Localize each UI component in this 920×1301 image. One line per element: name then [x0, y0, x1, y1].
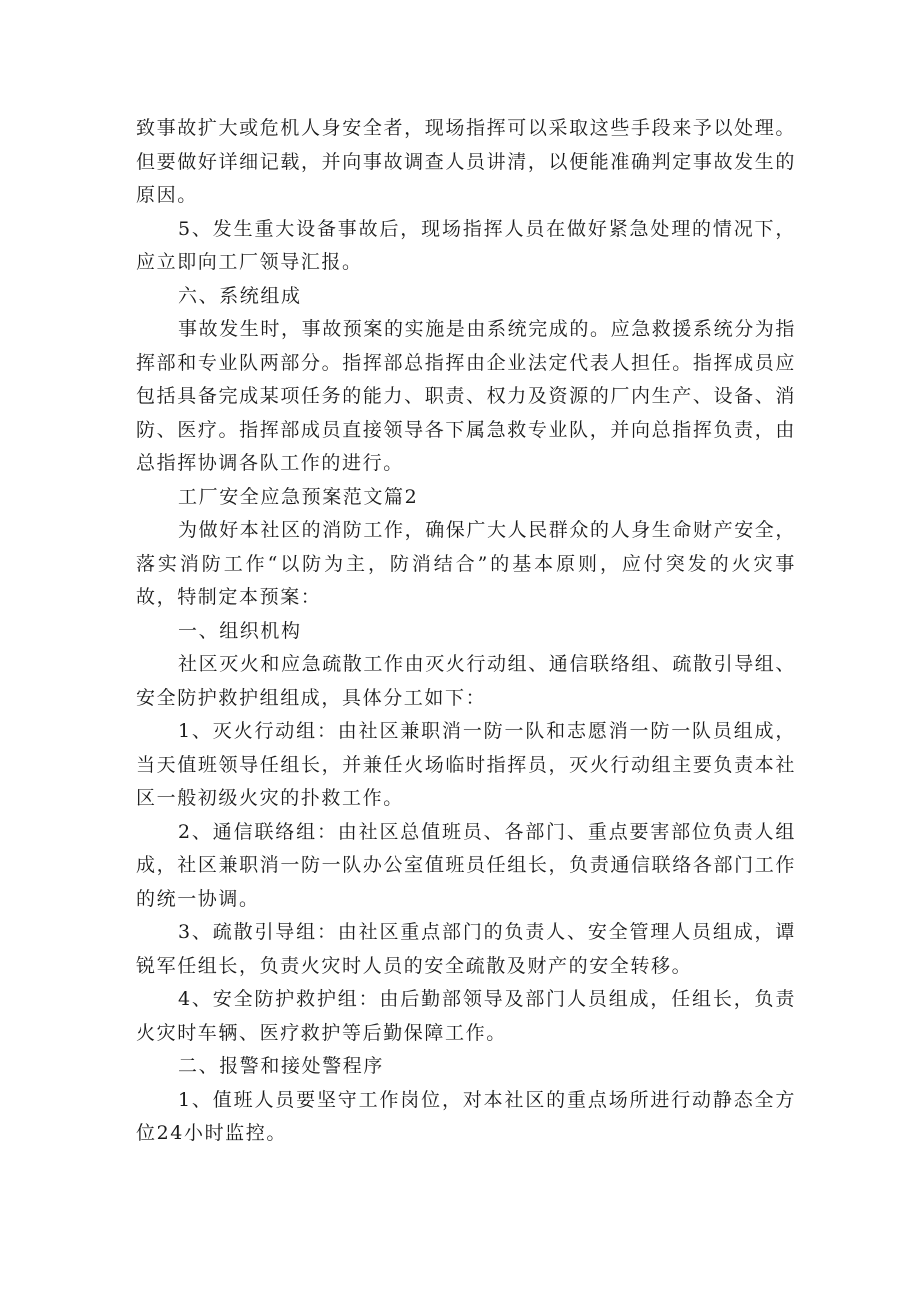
paragraph: 5、发生重大设备事故后，现场指挥人员在做好紧急处理的情况下，应立即向工厂领导汇报。	[136, 217, 796, 273]
paragraph: 社区灭火和应急疏散工作由灭火行动组、通信联络组、疏散引导组、安全防护救护组组成，具体分工如下：	[136, 653, 797, 709]
paragraph: 1、灭火行动组：由社区兼职消一防一队和志愿消一防一队员组成，当天值班领导任组长，并兼任火场临时指挥员，灭火行动组主要负责本社区一般初级火灾的扑救工作。	[136, 720, 796, 809]
paragraph: 1、值班人员要坚守工作岗位，对本社区的重点场所进行动静态全方位24小时监控。	[136, 1088, 796, 1144]
document-body	[136, 112, 796, 1151]
paragraph: 2、通信联络组：由社区总值班员、各部门、重点要害部位负责人组成，社区兼职消一防一队办公室值班员任组长，负责通信联络各部门工作的统一协调。	[136, 820, 796, 910]
article-title: 工厂安全应急预案范文篇2	[178, 485, 419, 508]
section-heading: 六、系统组成	[178, 284, 302, 307]
section-heading: 二、报警和接处警程序	[178, 1055, 385, 1077]
paragraph: 事故发生时，事故预案的实施是由系统完成的。应急救援系统分为指挥部和专业队两部分。指挥部总指挥由企业法定代表人担任。指挥成员应包括具备完成某项任务的能力、职责、权力及资源的厂内生产、设备、消防、医疗。指挥部成员直接领导各下属急救专业队，并向总指挥负责，由总指挥协调各队工作的进行。	[136, 318, 797, 474]
paragraph: 3、疏散引导组：由社区重点部门的负责人、安全管理人员组成，谭锐军任组长，负责火灾时人员的安全疏散及财产的安全转移。	[136, 921, 796, 977]
paragraph: 致事故扩大或危机人身安全者，现场指挥可以采取这些手段来予以处理。但要做好详细记载，并向事故调查人员讲清，以便能准确判定事故发生的原因。	[136, 117, 796, 206]
section-heading: 一、组织机构	[178, 619, 302, 642]
paragraph: 4、安全防护救护组：由后勤部领导及部门人员组成，任组长，负责火灾时车辆、医疗救护等后勤保障工作。	[136, 988, 796, 1044]
paragraph: 为做好本社区的消防工作，确保广大人民群众的人身生命财产安全，落实消防工作“以防为主，防消结合”的基本原则，应付突发的火灾事故，特制定本预案：	[136, 519, 797, 608]
